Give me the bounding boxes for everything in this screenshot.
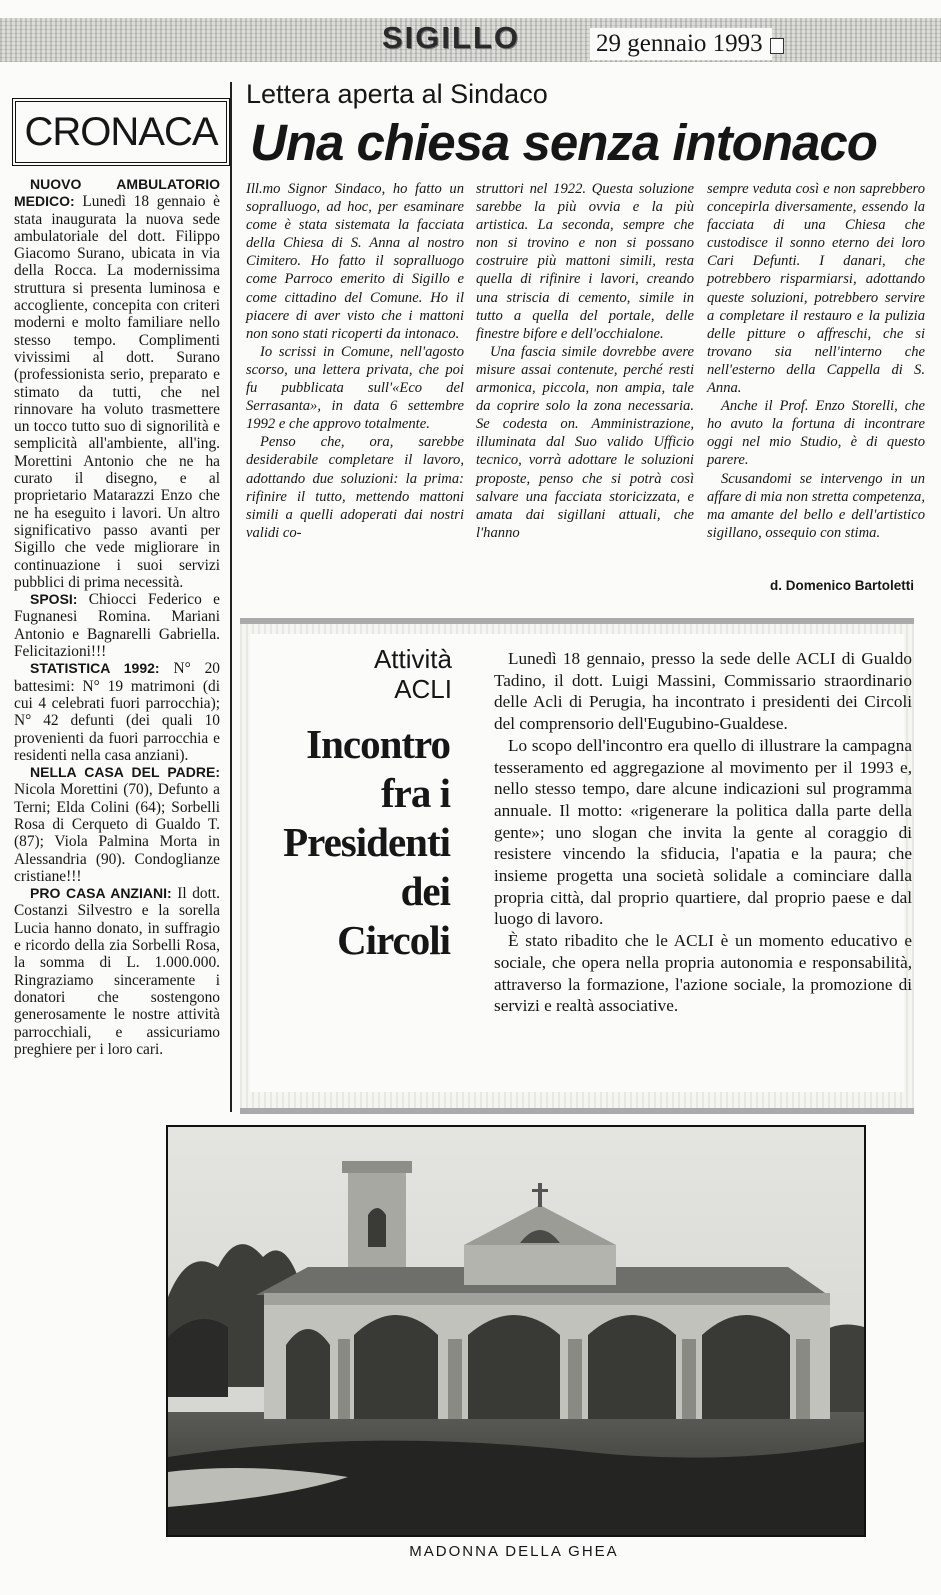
cronaca-item-head: PRO CASA ANZIANI:	[30, 885, 172, 902]
letter-column-2	[476, 180, 694, 542]
acli-paragraph: Lunedì 18 gennaio, presso la sede delle ACLI di Gualdo Tadino, il dott. Luigi Massini, Commissario straordinario delle Acli di Perugia, ha incontrato i presidenti dei Circoli del comprensorio dell'Eugubino-Gualdese.	[494, 649, 912, 734]
letter-paragraph: Una fascia simile dovrebbe avere misure assai contenute, perché resti armonica, piccola, non ampia, tale da coprire solo la zona necessaria. Se codesta on. Amministrazione, illuminata dal Suo valido Ufficio tecnico, vorrà adottare le soluzioni proposte, penso che si potrà così salvare una facciata storicizzata, e amata dai sigillani attuali, che l'hanno	[476, 343, 694, 541]
issue-date: 29 gennaio 1993	[590, 28, 772, 60]
cronaca-item-text: Chiocci Federico e Fugnanesi Romina. Mariani Antonio e Bagnarelli Gabriella. Felicitazioni!!!	[14, 591, 220, 661]
section-title-cronaca: CRONACA	[12, 98, 230, 166]
letter-paragraph: Anche il Prof. Enzo Storelli, che ho avuto la fortuna di incontrare oggi nel mio Studio, è di questo parere.	[707, 398, 925, 469]
photo-caption: MADONNA DELLA GHEA	[409, 1543, 619, 1560]
acli-headline	[250, 720, 450, 965]
newspaper-name: SIGILLO	[382, 20, 520, 55]
date-box-mark	[770, 38, 784, 54]
cronaca-item-text: Lunedì 18 gennaio è stata inaugurata la nuova sede ambulatoriale del dott. Filippo Giacomo Surano, ubicata in via della Rocca. La modernissima struttura si presenta luminosa e accogliente, concepita con criteri moderni e molto familiare nello stesso tempo. Complimenti vivissimi al dott. Surano (professionista serio, preparato e stimato da tutti, che nel rinnovare ha voluto trasmettere un tocco tutto suo di signorilità e semplicità all'ambiente, all'ing. Morettini Antonio che ne ha curato il disegno, e al proprietario Matarazzi Enzo che ne ha eseguito i lavori. Un altro significativo passo avanti per Sigillo che vede migliorare in continuazione i suoi servizi pubblici di prima necessità.	[14, 193, 220, 591]
acli-paragraph: È stato ribadito che le ACLI è un momento educativo e sociale, che opera nella propria autonomia e responsabilità, attraverso la formazione, l'azione sociale, la promozione di servizi e realtà associative.	[494, 931, 912, 1016]
letter-paragraph: Scusandomi se intervengo in un affare di mia non stretta competenza, ma amante del bello e dell'artistico sigillano, ossequio con stima.	[707, 470, 925, 541]
acli-headline-line: fra i	[381, 770, 450, 816]
letter-column-3	[707, 180, 925, 542]
cronaca-item	[14, 176, 220, 591]
church-photo	[166, 1125, 866, 1537]
cronaca-item-text: Nicola Morettini (70), Defunto a Terni; Elda Colini (64); Sorbelli Rosa di Cerqueto di Gualdo T. (87); Viola Palmina Morta in Alessandria (90). Condoglianze cristiane!!!	[14, 781, 220, 885]
cronaca-item-head: STATISTICA 1992:	[30, 660, 160, 677]
acli-headline-line: Circoli	[337, 917, 450, 963]
letter-paragraph: Io scrissi in Comune, nell'agosto scorso, una lettera privata, che poi fu pubblicata sull'«Eco del Serrasanta», in data 6 settembre 1992 e che approvo totalmente.	[246, 343, 464, 433]
acli-headline-line: Presidenti	[283, 819, 450, 865]
letter-kicker: Lettera aperta al Sindaco	[246, 79, 548, 109]
letter-paragraph: Penso che, ora, sarebbe desiderabile completare il lavoro, adottando due soluzioni: la prima: rifinire il tutto, mettendo mattoni simili a quelli adoperati dai nostri validi co-	[246, 434, 464, 541]
acli-text	[494, 648, 912, 1017]
letter-paragraph: Ill.mo Signor Sindaco, ho fatto un sopralluogo, ad hoc, per esaminare come è stata sistemata la facciata della Chiesa di S. Anna al nostro Cimitero. Ho fatto il sopralluogo come Parroco emerito di Sigillo e come cittadino del Comune. Ho il piacere di aver visto che i mattoni non sono stati ricoperti da intonaco.	[246, 181, 464, 342]
letter-headline: Una chiesa senza intonaco	[250, 114, 877, 171]
cronaca-item-head: NUOVO AMBULATORIO MEDICO:	[14, 176, 220, 210]
letter-signature: d. Domenico Bartoletti	[769, 578, 914, 593]
acli-headline-line: Incontro	[306, 721, 450, 767]
cronaca-item-head: SPOSI:	[30, 591, 78, 608]
cronaca-item-head: NELLA CASA DEL PADRE:	[30, 764, 220, 781]
cronaca-item	[14, 885, 220, 1058]
acli-kicker	[300, 644, 452, 704]
acli-paragraph: Lo scopo dell'incontro era quello di illustrare la campagna tesseramento ed aggregazione al movimento per il 1993 e, nello stesso tempo, dare alcune indicazioni sul programma annuale. Il motto: «rigenerare la politica dalla parte della gente»; uno slogan che invita la gente al coraggio di resistere vincendo la sfiducia, l'apatia e la paura; che insieme progetta una società solidale a cominciare dalla propria città, dal proprio quartiere, dal proprio paese e dal luogo di lavoro.	[494, 735, 912, 929]
cronaca-item	[14, 660, 220, 764]
cronaca-column	[14, 176, 220, 1058]
acli-headline-line: dei	[400, 868, 450, 914]
letter-paragraph: struttori nel 1922. Questa soluzione sarebbe la più ovvia e la più artistica. La seconda, sempre che non si trovino e non si possano costruire più mattoni simili, resta quella di rifinire i lavori, creando una striscia di cemento, simile in tutto a quella del portale, delle finestre bifore e dell'occhialone.	[476, 181, 694, 342]
cronaca-item-text: N° 20 battesimi: N° 19 matrimoni (di cui 4 celebrati fuori parrocchia); N° 42 defunti (dei quali 10 provenienti da fuori parrocchia e residenti nella casa anziani).	[14, 660, 220, 764]
cronaca-item	[14, 591, 220, 660]
column-divider	[230, 82, 232, 1112]
letter-column-1	[246, 180, 464, 542]
cronaca-item	[14, 764, 220, 885]
acli-kicker-line: Attività	[373, 644, 452, 674]
cronaca-item-text: Il dott. Costanzi Silvestro e la sorella Lucia hanno donato, in suffragio e ricordo della zia Sorbelli Rosa, la somma di L. 1.000.000. Ringraziamo sinceramente i donatori che sostengono generosamente le nostre attività parrocchiali, e assicuriamo preghiere per i loro cari.	[14, 885, 221, 1058]
church-illustration	[168, 1127, 864, 1535]
acli-kicker-line: ACLI	[394, 674, 452, 704]
letter-paragraph: sempre veduta così e non saprebbero concepirla diversamente, essendo la facciata di una Chiesa che custodisce il sonno eterno dei loro Cari Defunti. I danari, che potrebbero risparmiarsi, adottando queste soluzioni, potrebbero servire a completare il restauro e la pulizia delle pitture o affreschi, che si trovano sia nell'interno che nell'esterno della Cappella di S. Anna.	[707, 181, 925, 397]
